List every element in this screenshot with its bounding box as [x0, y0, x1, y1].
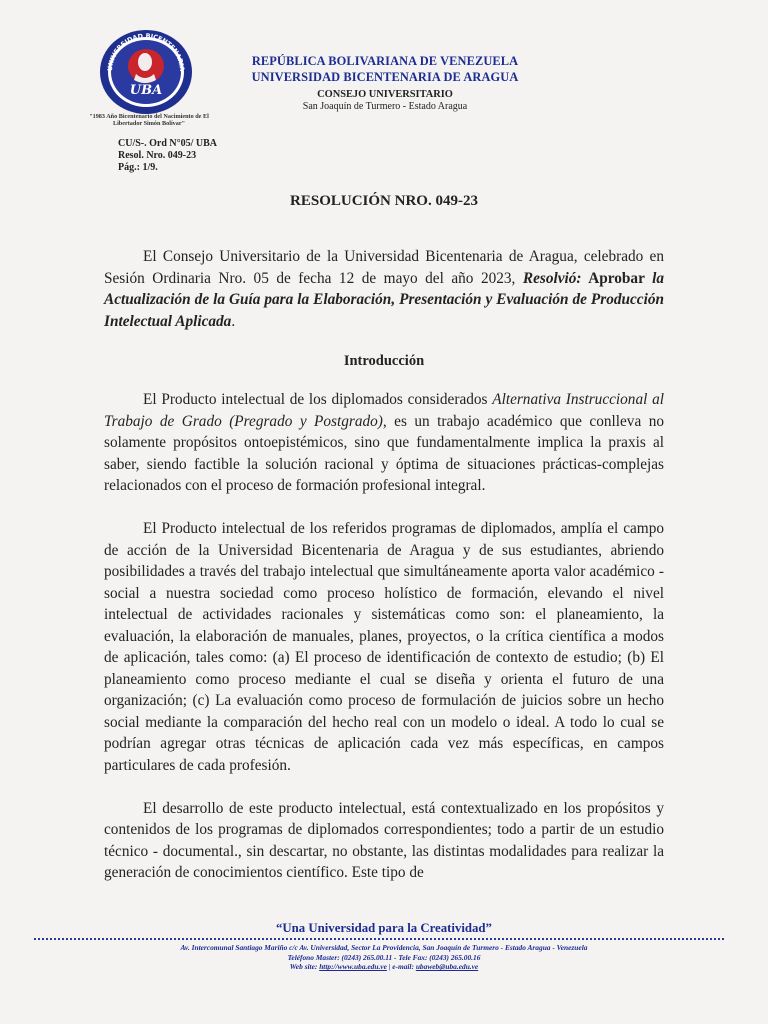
footer-phones: Teléfono Master: (0243) 265.00.11 - Tele Fax: (0243) 265.00.16 [287, 952, 481, 962]
resolution-title: RESOLUCIÓN NRO. 049-23 [290, 193, 478, 209]
footer-contact [0, 943, 768, 972]
letterhead-council: CONSEJO UNIVERSITARIO [317, 89, 453, 100]
letterhead-university: UNIVERSIDAD BICENTENARIA DE ARAGUA [251, 70, 519, 84]
footer-divider [34, 938, 724, 940]
reference-ordinal: CU/S-. Ord N°05/ UBA [118, 138, 218, 149]
letterhead-location: San Joaquín de Turmero - Estado Aragua [302, 101, 468, 112]
reference-resolution: Resol. Nro. 049-23 [118, 150, 197, 161]
university-seal-logo [98, 28, 194, 116]
paragraph-producto-intelectual: El Producto intelectual de los diplomados considerados Alternativa Instruccional al Trabajo de Grado (Pregrado y Postgrado), es un trabajo académico que conlleva no solamente propósitos ontoepistémicos, sino que fundamentalmente implica la praxis al saber, siendo factible la solución racional y óptima de situaciones prácticas-complejas relacionados con el proceso de formación profesional integral. [104, 391, 664, 494]
letterhead [230, 53, 540, 113]
svg-text:UBA: UBA [129, 83, 163, 98]
letterhead-country: REPÚBLICA BOLIVARIANA DE VENEZUELA [251, 54, 519, 68]
email-link[interactable]: ubaweb@uba.edu.ve [415, 962, 479, 972]
paragraph-campo-accion: El Producto intelectual de los referidos programas de diplomados, amplía el campo de acción de la Universidad Bicentenaria de Aragua y de sus estudiantes, abriendo posibilidades a través del trabajo intelectual que simultáneamente aporta valor académico - social a nuestra sociedad como proceso holístico de formación, elevando el nivel intelectual de actividades racionales y sistemáticas como son: el planeamiento, la evaluación, la elaboración de manuales, planes, proyectos, o la crítica científica a modos de aplicación, tales como: (a) El proceso de identificación de contexto de estudio; (b) El planeamiento como proceso mediante el cual se diseña y orienta el futuro de una organización; (c) La evaluación como proceso de formulación de juicios sobre un hecho social mediante la comparación del hecho real con un modelo o ideal. A todo lo cual se podrían agregar otras técnicas de aplicación cada vez más específicas, en campos particulares de cada profesión. [104, 520, 664, 774]
svg-text:UNIVERSIDAD BICENTENARIA: UNIVERSIDAD BICENTENARIA [105, 31, 187, 72]
paragraph-resolution: El Consejo Universitario de la Universidad Bicentenaria de Aragua, celebrado en Sesión Ordinaria Nro. 05 de fecha 12 de mayo del año 2023, Resolvió: Aprobar la Actualización de la Guía para la Elaboración, Presentación y Evaluación de Producción Intelectual Aplicada. [104, 248, 664, 330]
footer-web-line: Web site: http://www.uba.edu.ve | e-mail: ubaweb@uba.edu.ve [289, 962, 479, 972]
svg-text:ARAGUA: ARAGUA [133, 107, 159, 113]
footer-address: Av. Intercomunal Santiago Mariño c/c Av. Universidad, Sector La Providencia, San Joaquín de Turmero - Estado Aragua - Venezuela [180, 943, 588, 952]
seal-caption: "1983 Año Bicentenario del Nacimiento de El Libertador Simón Bolívar" [89, 113, 209, 128]
reference-block [118, 138, 217, 174]
paragraph-desarrollo: El desarrollo de este producto intelectual, está contextualizado en los propósitos y contenidos de los programas de diplomados correspondientes; todo a partir de un estudio técnico - documental., sin descartar, no obstante, las distintas modalidades para realizar la generación de conocimientos científico. Este tipo de [104, 799, 664, 881]
document-body [104, 246, 664, 905]
reference-page: Pág.: 1/9. [118, 162, 158, 173]
footer-slogan: “Una Universidad para la Creatividad” [276, 921, 492, 935]
website-link[interactable]: http://www.uba.edu.ve [319, 962, 387, 972]
section-heading-introduccion: Introducción [343, 352, 425, 369]
